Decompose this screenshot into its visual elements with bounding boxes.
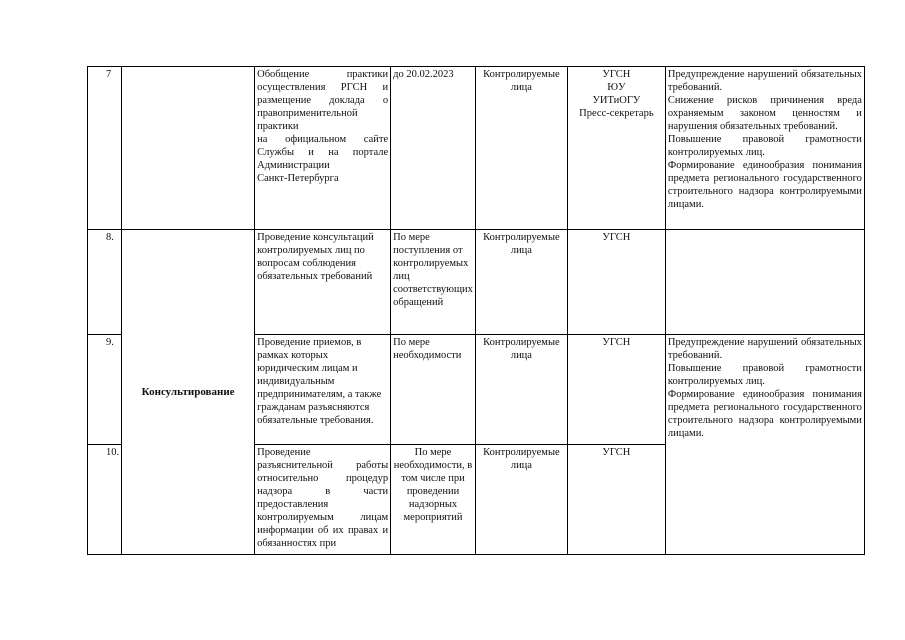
table-row xyxy=(88,67,865,230)
row-number: 10. xyxy=(88,445,122,555)
responsible-cell: УГСН xyxy=(567,445,665,555)
subjects-cell: Контролируемые лица xyxy=(475,230,567,335)
activity-cell: Проведение консультаций контролируемых лиц по вопросам соблюдения обязательных требований xyxy=(255,230,391,335)
table-row xyxy=(88,230,865,335)
responsible-cell: УГСН xyxy=(567,335,665,445)
term-cell: По мере поступления от контролируемых лиц соответствующих обращений xyxy=(391,230,476,335)
responsible-cell: УГСН ЮУ УИТиОГУ Пресс-секретарь xyxy=(567,67,665,230)
term-cell: По мере необходимости xyxy=(391,335,476,445)
activity-cell: Проведение приемов, в рамках которых юридическим лицам и индивидуальным предпринимателям, а также гражданам разъясняются обязательные требования. xyxy=(255,335,391,445)
responsible-cell: УГСН xyxy=(567,230,665,335)
activity-cell: Обобщение практики осуществления РГСН и размещение доклада о правоприменительной практики на официальном сайте Службы и на портале Администрации Санкт-Петербурга xyxy=(255,67,391,230)
term-cell: По мере необходимости, в том числе при проведении надзорных мероприятий xyxy=(391,445,476,555)
result-cell: Предупреждение нарушений обязательных требований. Снижение рисков причинения вреда охраняемым законом ценностям и нарушения обязательных требований. Повышение правовой грамотности контролируемых лиц. Формирование единообразия понимания предмета регионального государственного строительного надзора контролируемыми лицами. xyxy=(665,67,864,230)
subjects-cell: Контролируемые лица xyxy=(475,67,567,230)
result-cell-empty xyxy=(665,230,864,335)
activity-cell: Проведение разъяснительной работы относительно процедур надзора в части предоставления контролируемым лицам информации об их правах и обязанностях при xyxy=(255,445,391,555)
subjects-cell: Контролируемые лица xyxy=(475,335,567,445)
row-number: 8. xyxy=(88,230,122,335)
section-cell xyxy=(122,67,255,230)
row-number: 7 xyxy=(88,67,122,230)
row-number: 9. xyxy=(88,335,122,445)
plan-table xyxy=(87,66,865,555)
term-cell: до 20.02.2023 xyxy=(391,67,476,230)
subjects-cell: Контролируемые лица xyxy=(475,445,567,555)
result-cell: Предупреждение нарушений обязательных требований. Повышение правовой грамотности контролируемых лиц. Формирование единообразия понимания предмета регионального государственного строительного надзора контролируемыми лицами. xyxy=(665,335,864,555)
section-consulting: Консультирование xyxy=(122,230,255,555)
